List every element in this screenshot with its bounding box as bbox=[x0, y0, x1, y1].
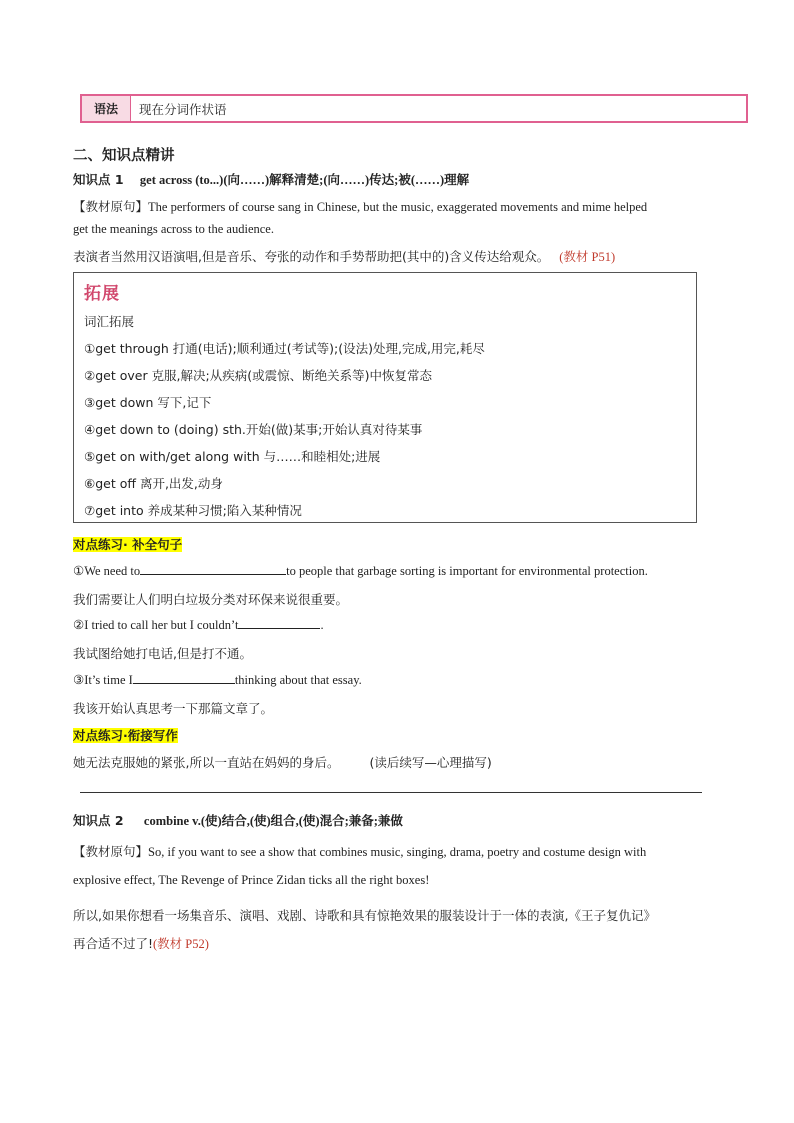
kp1-source-tag: 【教材原句】 bbox=[73, 200, 149, 214]
expansion-box bbox=[73, 272, 697, 523]
q1-prefix: ①We need to bbox=[73, 564, 141, 578]
kp2-source-cn-1: 所以,如果你想看一场集音乐、演唱、戏剧、诗歌和具有惊艳效果的服装设计于一体的表演,《王子复仇记》 bbox=[73, 908, 656, 923]
answer-line[interactable] bbox=[80, 792, 702, 793]
practice1-q1 bbox=[73, 563, 648, 579]
grammar-topic: 现在分词作状语 bbox=[139, 101, 227, 117]
grammar-box bbox=[80, 94, 748, 123]
kp2-heading-text: combine v.(使)结合,(使)组合,(使)混合;兼备;兼做 bbox=[143, 814, 403, 828]
expansion-item: ⑤get on with/get along with 与……和睦相处;进展 bbox=[84, 449, 381, 464]
expansion-item: ④get down to (doing) sth.开始(做)某事;开始认真对待某事 bbox=[84, 422, 423, 437]
kp1-source-en-2: get the meanings across to the audience. bbox=[73, 222, 274, 236]
expansion-item: ②get over 克服,解决;从疾病(或震惊、断绝关系等)中恢复常态 bbox=[84, 368, 432, 383]
practice2-line bbox=[73, 753, 492, 771]
expansion-subtitle: 词汇拓展 bbox=[84, 314, 135, 329]
kp2-heading-label: 知识点 2 bbox=[73, 813, 124, 828]
q3-suffix: thinking about that essay. bbox=[234, 673, 362, 687]
practice2-note: (读后续写—心理描写) bbox=[369, 755, 492, 770]
q2-blank[interactable] bbox=[238, 617, 320, 629]
expansion-item: ⑦get into 养成某种习惯;陷入某种情况 bbox=[84, 503, 302, 518]
q3-translation: 我该开始认真思考一下那篇文章了。 bbox=[73, 701, 274, 716]
q3-blank[interactable] bbox=[133, 672, 235, 684]
kp1-source-cn: 表演者当然用汉语演唱,但是音乐、夸张的动作和手势帮助把(其中的)含义传达给观众。 bbox=[73, 249, 550, 264]
kp2-source-en-2: explosive effect, The Revenge of Prince Zidan ticks all the right boxes! bbox=[73, 873, 430, 887]
kp2-source-cn-line-2 bbox=[73, 934, 209, 952]
q2-suffix: . bbox=[320, 618, 324, 632]
practice1-label-wrap bbox=[73, 535, 182, 553]
practice1-q3 bbox=[73, 672, 362, 688]
practice1-q2 bbox=[73, 617, 324, 633]
kp2-source-cn-2: 再合适不过了! bbox=[73, 936, 154, 951]
kp2-source-line-1 bbox=[73, 842, 646, 860]
kp2-source-en-1: So, if you want to see a show that combines music, singing, drama, poetry and costume design with bbox=[148, 845, 647, 859]
q2-prefix: ②I tried to call her but I couldn’t bbox=[73, 618, 239, 632]
kp2-heading bbox=[73, 811, 403, 829]
kp1-heading bbox=[73, 170, 469, 188]
practice2-label-wrap bbox=[73, 726, 178, 744]
kp1-source-ref: (教材 P51) bbox=[559, 250, 616, 264]
kp1-heading-text: get across (to...)(向……)解释清楚;(向……)传达;被(……)理解 bbox=[139, 173, 470, 187]
expansion-item: ⑥get off 离开,出发,动身 bbox=[84, 476, 223, 491]
practice1-label: 对点练习· 补全句子 bbox=[73, 537, 183, 552]
expansion-title: 拓展 bbox=[84, 279, 120, 304]
expansion-item: ③get down 写下,记下 bbox=[84, 395, 212, 410]
grammar-label: 语法 bbox=[82, 96, 131, 121]
section-title: 二、知识点精讲 bbox=[73, 148, 175, 164]
kp1-heading-label: 知识点 1 bbox=[73, 172, 124, 187]
q1-suffix: to people that garbage sorting is important for environmental protection. bbox=[286, 564, 648, 578]
q1-blank[interactable] bbox=[140, 563, 286, 575]
q2-translation: 我试图给她打电话,但是打不通。 bbox=[73, 646, 252, 661]
kp1-source-en-1: The performers of course sang in Chinese, but the music, exaggerated movements and mime helped bbox=[148, 200, 648, 214]
kp2-source-ref: (教材 P52) bbox=[153, 937, 209, 951]
expansion-item: ①get through 打通(电话);顺利通过(考试等);(设法)处理,完成,用完,耗尽 bbox=[84, 341, 485, 356]
practice2-text: 她无法克服她的紧张,所以一直站在妈妈的身后。 bbox=[73, 755, 340, 770]
practice2-label: 对点练习·衔接写作 bbox=[73, 728, 178, 743]
q3-prefix: ③It’s time I bbox=[73, 673, 133, 687]
kp2-source-tag: 【教材原句】 bbox=[73, 845, 149, 859]
q1-translation: 我们需要让人们明白垃圾分类对环保来说很重要。 bbox=[73, 592, 349, 607]
kp1-source-cn-line bbox=[73, 247, 615, 265]
kp1-source-line-1 bbox=[73, 197, 647, 215]
